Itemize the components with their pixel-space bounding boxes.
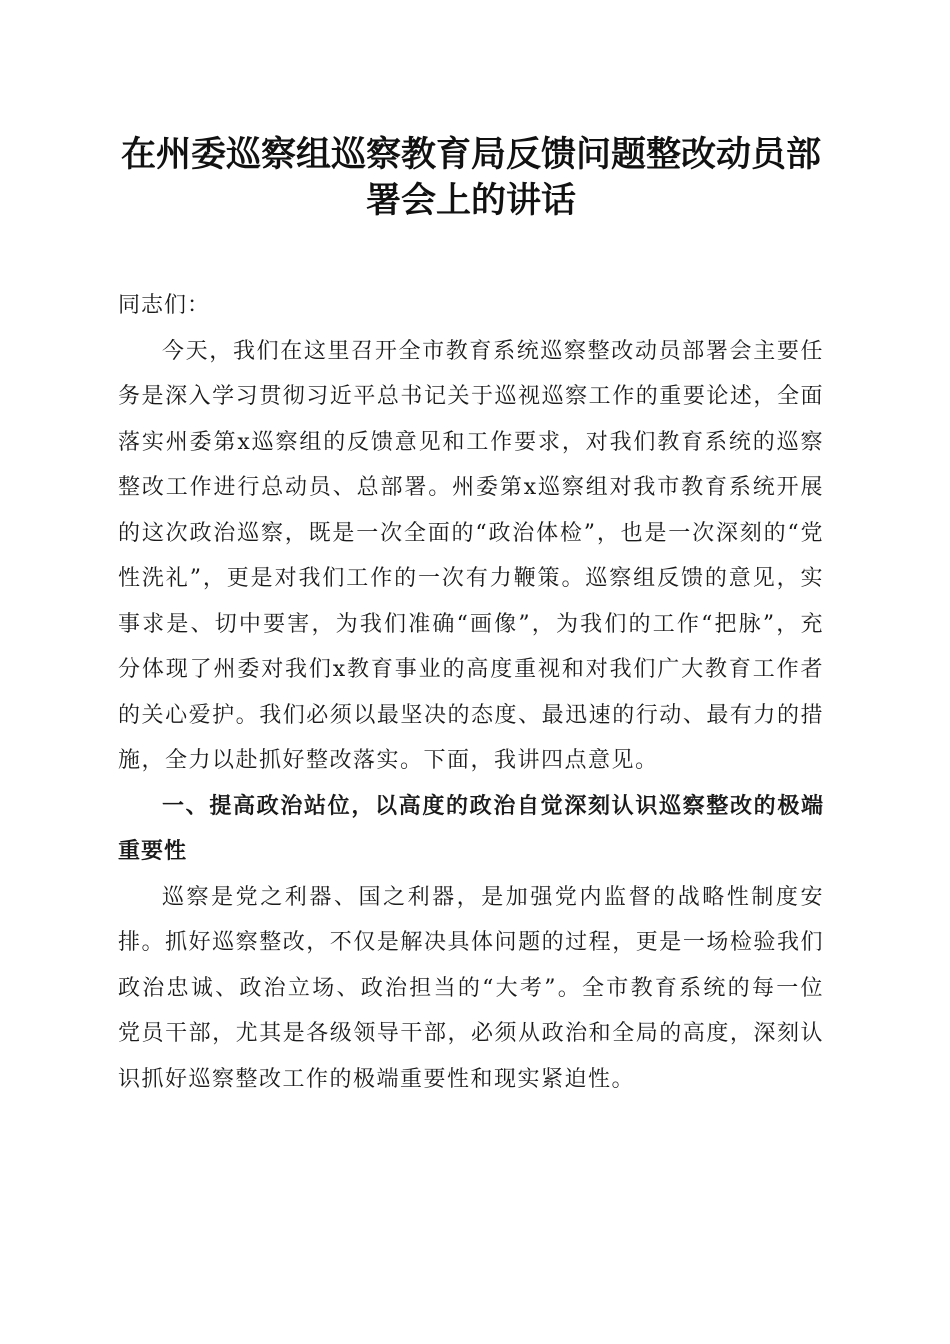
document-page: [118, 132, 824, 1102]
salutation: 同志们：: [118, 293, 211, 318]
body-paragraph-1: 今天，我们在这里召开全市教育系统巡察整改动员部署会主要任务是深入学习贯彻习近平总书记关于巡视巡察工作的重要论述，全面落实州委第x巡察组的反馈意见和工作要求，对我们教育系统的巡察整改工作进行总动员、总部署。州委第x巡察组对我市教育系统开展的这次政治巡察，既是一次全面的“政治体检”，也是一次深刻的“党性洗礼”，更是对我们工作的一次有力鞭策。巡察组反馈的意见，实事求是、切中要害，为我们准确“画像”，为我们的工作“把脉”，充分体现了州委对我们x教育事业的高度重视和对我们广大教育工作者的关心爱护。我们必须以最坚决的态度、最迅速的行动、最有力的措施，全力以赴抓好整改落实。下面，我讲四点意见。: [118, 338, 824, 773]
document-title: 在州委巡察组巡察教育局反馈问题整改动员部署会上的讲话: [120, 134, 821, 221]
body-paragraph-2: 巡察是党之利器、国之利器，是加强党内监督的战略性制度安排。抓好巡察整改，不仅是解决具体问题的过程，更是一场检验我们政治忠诚、政治立场、政治担当的“大考”。全市教育系统的每一位党员干部，尤其是各级领导干部，必须从政治和全局的高度，深刻认识抓好巡察整改工作的极端重要性和现实紧迫性。: [118, 884, 824, 1092]
section-heading-1: 一、提高政治站位，以高度的政治自觉深刻认识巡察整改的极端重要性: [118, 793, 824, 864]
